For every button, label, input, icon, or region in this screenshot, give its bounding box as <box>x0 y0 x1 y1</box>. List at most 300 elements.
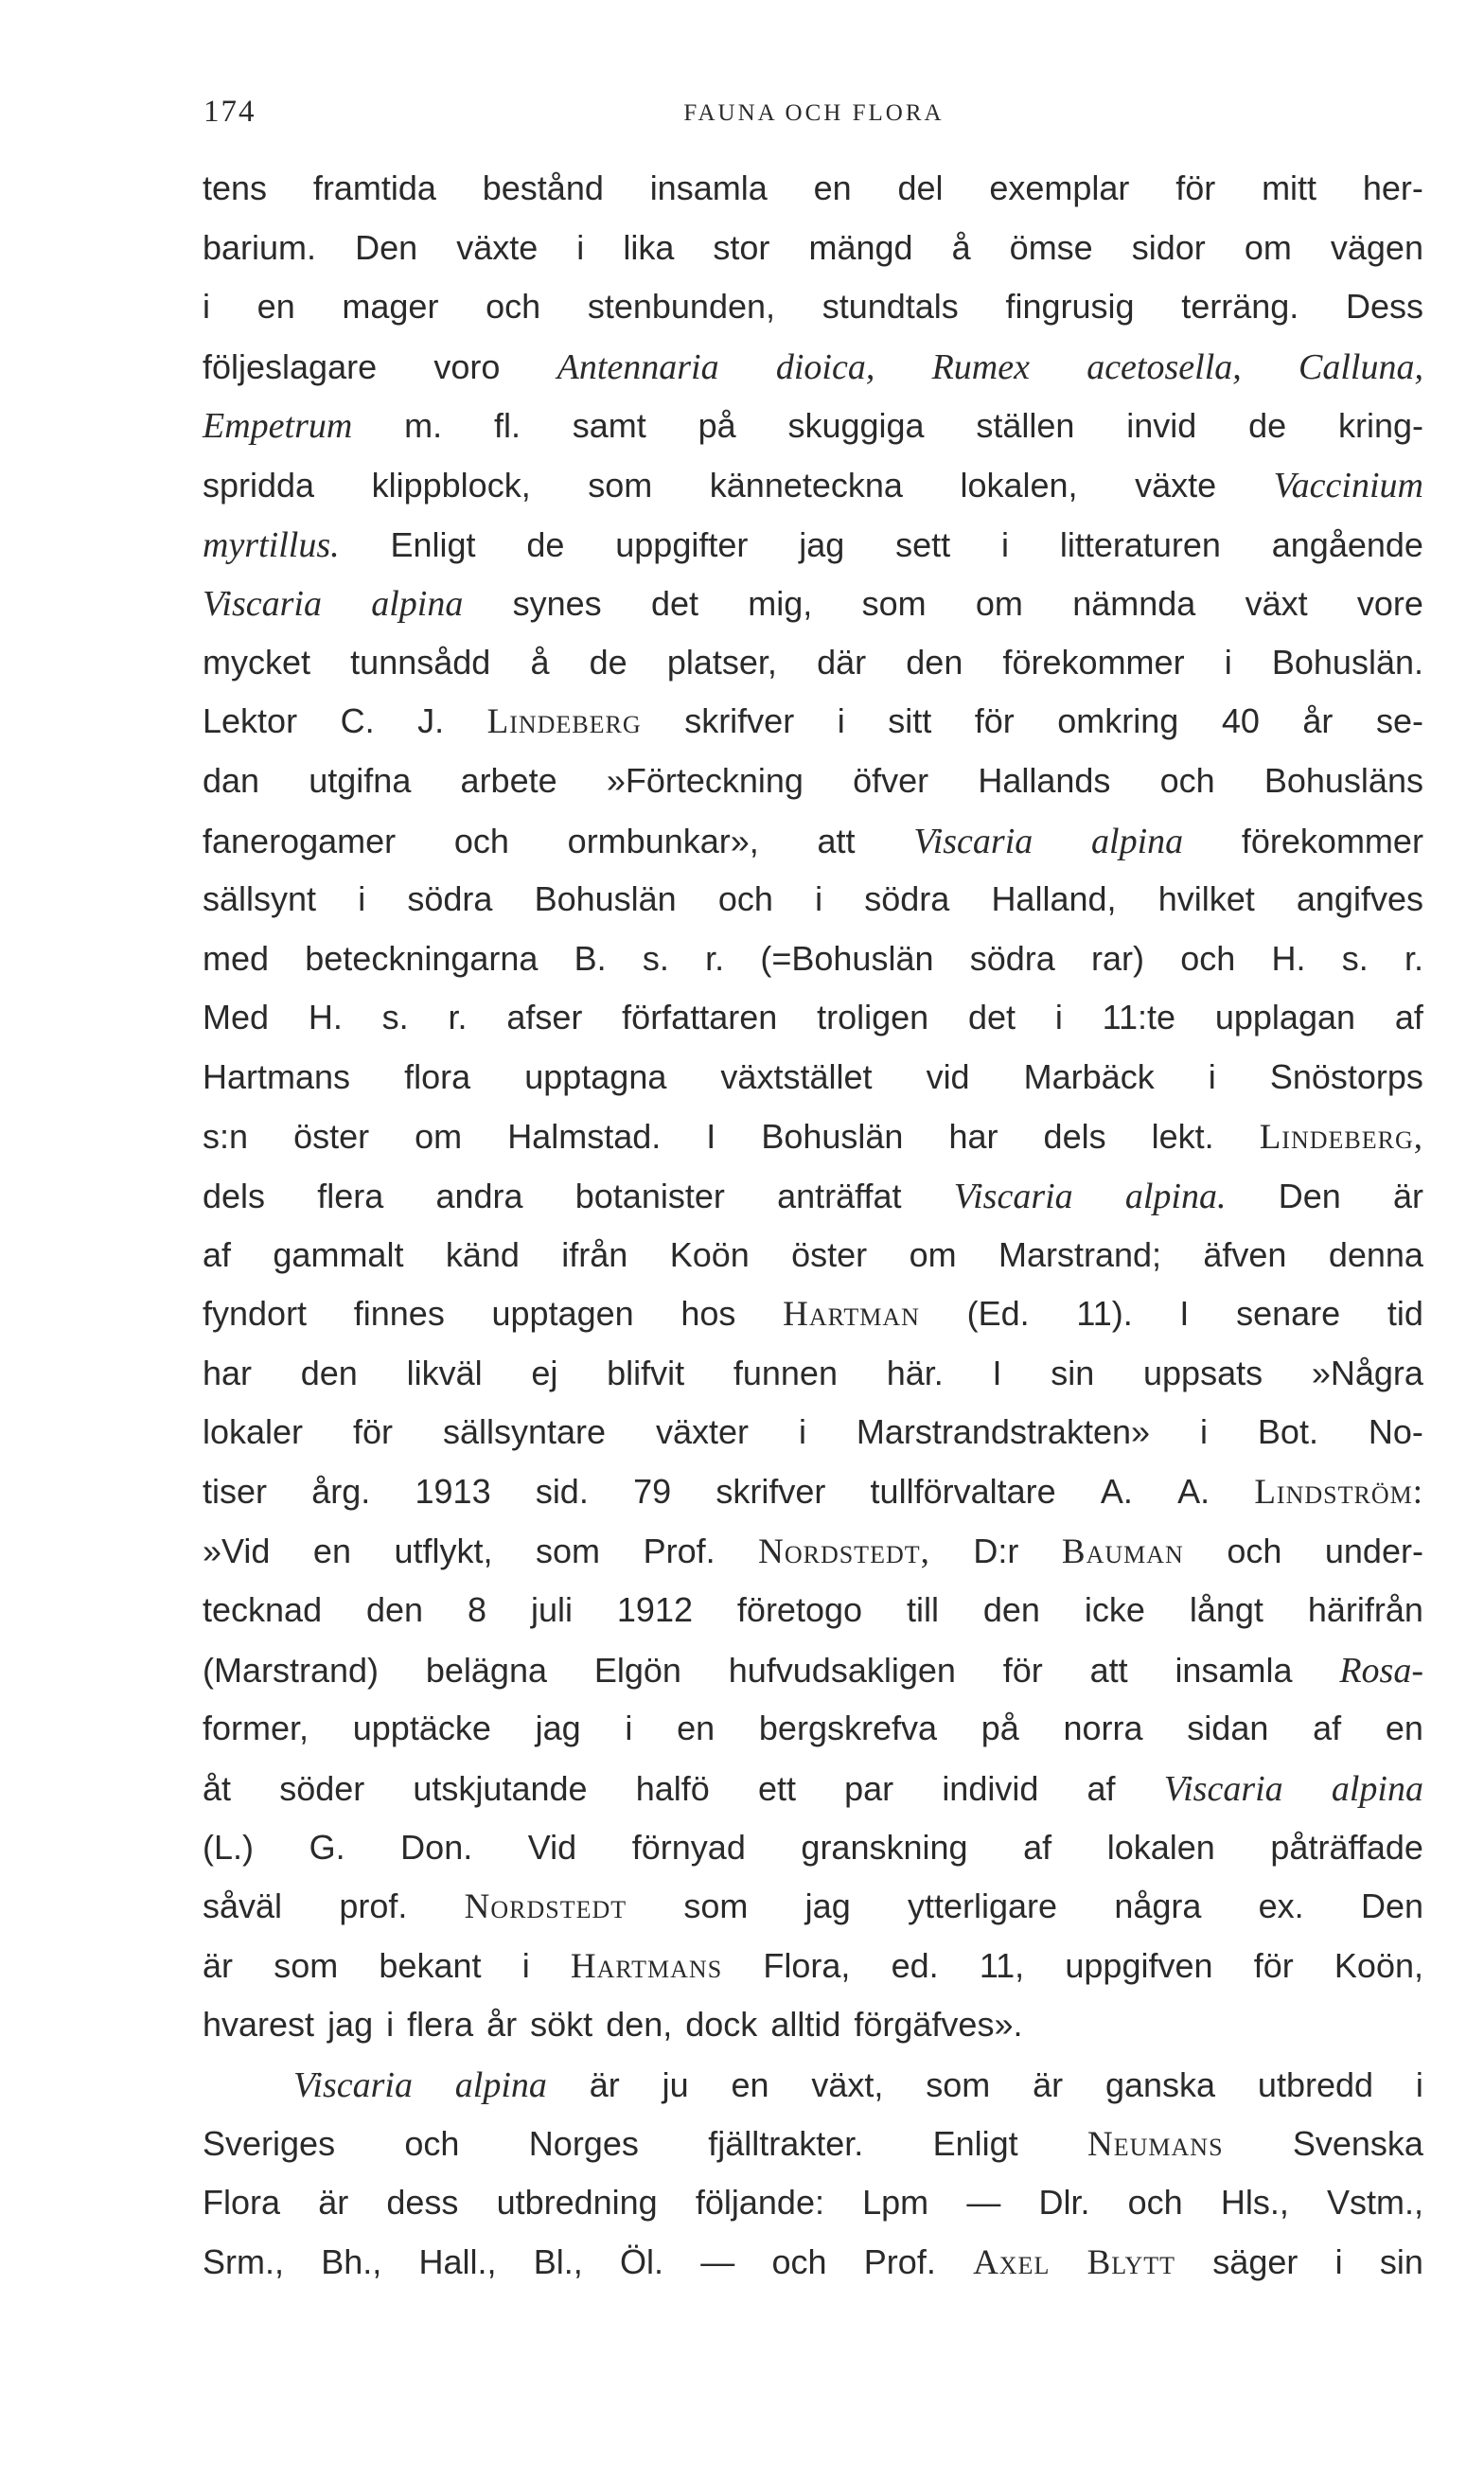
word: Bl., <box>533 2241 583 2281</box>
word: det <box>967 998 1016 1037</box>
text-line <box>203 1472 1423 1532</box>
italic-word: Rosa- <box>1339 1650 1423 1691</box>
word: att <box>817 821 856 860</box>
word: i <box>358 879 366 919</box>
word: botanister <box>574 1177 725 1216</box>
word: fjälltrakter. <box>708 2123 864 2163</box>
word: tid <box>1387 1294 1423 1334</box>
word: J. <box>417 701 445 741</box>
word: i <box>576 227 585 267</box>
small-caps-name: Lindeberg <box>486 702 642 742</box>
word: jag <box>535 1709 581 1748</box>
italic-word: Viscaria <box>203 584 322 625</box>
word: ed. <box>891 1945 939 1985</box>
word: för <box>1002 1650 1043 1690</box>
word: å <box>530 642 550 682</box>
word: mager <box>342 287 439 327</box>
page-header <box>203 95 1424 142</box>
word: upplagan <box>1214 998 1356 1037</box>
italic-word: Calluna, <box>1298 346 1423 387</box>
word: beteckningarna <box>305 938 539 978</box>
word: I <box>706 1116 716 1156</box>
word: r. <box>448 998 468 1037</box>
word: del <box>897 168 944 207</box>
word: i <box>837 701 845 741</box>
word: omkring <box>1057 701 1179 741</box>
word: flora <box>404 1056 471 1096</box>
word: här. <box>886 1353 944 1392</box>
word: hvilket <box>1157 879 1255 919</box>
text-line <box>203 2005 1423 2064</box>
word: rar) <box>1091 938 1144 978</box>
word: exemplar <box>989 168 1130 207</box>
word: i <box>386 2005 395 2045</box>
word: tiser <box>203 1472 268 1512</box>
italic-word: alpina <box>371 584 464 625</box>
word: s. <box>1341 938 1369 978</box>
word: Flora <box>203 2183 281 2223</box>
running-title: FAUNA OCH FLORA <box>683 100 945 126</box>
word: ganska <box>1104 2065 1216 2104</box>
word: växte <box>1135 465 1217 505</box>
word: det <box>650 584 699 624</box>
word: I <box>1179 1294 1190 1334</box>
word: prof. <box>339 1887 408 1926</box>
word: af <box>203 1234 232 1274</box>
word: — <box>700 2241 735 2281</box>
word: är <box>1392 1177 1423 1216</box>
word: i <box>1208 1056 1216 1096</box>
word: Enligt <box>390 524 476 564</box>
word: Marbäck <box>1023 1056 1155 1096</box>
text-line <box>203 2064 1423 2124</box>
word: och <box>1159 760 1215 800</box>
word: sidor <box>1131 227 1206 267</box>
word: ifrån <box>561 1234 628 1274</box>
word: under- <box>1324 1531 1423 1570</box>
word: uppgifter <box>615 524 749 564</box>
text-line <box>203 1176 1423 1235</box>
word: Srm., <box>203 2241 284 2281</box>
word: utgifna <box>309 760 412 800</box>
word: stor <box>713 227 770 267</box>
word: halfö <box>635 1769 710 1809</box>
word: i <box>1415 2065 1423 2104</box>
word: flera <box>407 2005 474 2045</box>
text-line <box>203 1294 1423 1354</box>
word: samt <box>572 406 646 446</box>
word: likväl <box>406 1353 483 1392</box>
text-line <box>203 1057 1423 1117</box>
text-line <box>203 1946 1423 2006</box>
word: Halland, <box>991 879 1117 919</box>
word: utbredd <box>1257 2065 1374 2104</box>
word: säger <box>1212 2241 1298 2281</box>
word: af <box>1023 1827 1052 1867</box>
small-caps-name: Neumans <box>1087 2124 1224 2164</box>
word: terräng. <box>1181 287 1299 327</box>
word: lokalen, <box>960 465 1078 505</box>
word: Den <box>1360 1887 1423 1926</box>
word: norra <box>1063 1709 1143 1748</box>
small-caps-name: Axel <box>973 2242 1051 2282</box>
text-line <box>203 2242 1423 2302</box>
word: i <box>1000 524 1009 564</box>
word: andra <box>435 1177 523 1216</box>
word: arbete <box>460 760 557 800</box>
word: Snöstorps <box>1269 1056 1423 1096</box>
italic-word: Antennaria <box>556 346 719 387</box>
word: 8 <box>468 1590 487 1630</box>
word: Hartmans <box>203 1056 351 1096</box>
word: D:r <box>973 1531 1019 1570</box>
word: af <box>1394 998 1423 1037</box>
word: lokalen <box>1106 1827 1215 1867</box>
word: en <box>312 1531 351 1570</box>
word: sin <box>1051 1353 1095 1392</box>
word: former, <box>203 1709 309 1748</box>
word: her- <box>1362 168 1423 207</box>
word: A. <box>1177 1472 1210 1512</box>
word: uppsats <box>1143 1353 1263 1392</box>
word: och <box>404 2123 460 2163</box>
italic-word: alpina <box>1091 821 1184 861</box>
text-line <box>203 1887 1423 1946</box>
word: i <box>521 1945 530 1985</box>
word: dock <box>685 2005 758 2045</box>
word: skuggiga <box>787 406 925 446</box>
word: förekommer <box>1002 642 1185 682</box>
word: Norges <box>528 2123 639 2163</box>
word: Hall., <box>418 2241 497 2281</box>
small-caps-name: Lindström: <box>1254 1473 1423 1513</box>
word: Öl. <box>620 2241 664 2281</box>
word: insamla <box>1175 1650 1293 1690</box>
word: om <box>1244 227 1292 267</box>
word: Enligt <box>932 2123 1018 2163</box>
word: alltid <box>770 2005 841 2045</box>
word: öster <box>791 1234 868 1274</box>
word: (=Bohuslän <box>760 938 934 978</box>
word: är <box>1033 2065 1064 2104</box>
word: 1912 <box>616 1590 693 1630</box>
word: 79 <box>633 1472 672 1512</box>
word: förgäfves». <box>854 2005 1023 2045</box>
word: 11:te <box>1102 998 1176 1037</box>
text-line <box>203 939 1423 999</box>
word: angående <box>1271 524 1423 564</box>
word: fl. <box>493 406 521 446</box>
word: och <box>717 879 773 919</box>
word: vägen <box>1330 227 1423 267</box>
italic-word: Viscaria <box>913 821 1034 861</box>
word: förnyad <box>631 1827 746 1867</box>
word: följeslagare <box>203 346 378 386</box>
word: H. <box>1271 938 1306 978</box>
word: om <box>975 584 1023 624</box>
word: de <box>589 642 627 682</box>
word: har <box>948 1116 998 1156</box>
word: — <box>966 2183 1001 2223</box>
text-line <box>203 1532 1423 1591</box>
word: de <box>1248 406 1287 446</box>
word: 11, <box>979 1945 1025 1985</box>
word: för <box>1253 1945 1294 1985</box>
word: öfver <box>853 760 929 800</box>
word: r. <box>705 938 725 978</box>
word: en <box>813 168 852 207</box>
word: litteraturen <box>1059 524 1221 564</box>
word: södra <box>864 879 950 919</box>
word: stundtals <box>822 287 959 327</box>
italic-word: Viscaria <box>1163 1769 1283 1810</box>
word: växte <box>456 227 539 267</box>
word: i <box>203 287 210 327</box>
word: flera <box>317 1177 384 1216</box>
small-caps-name: Nordstedt <box>464 1887 627 1927</box>
word: och <box>486 287 541 327</box>
text-line <box>203 701 1423 761</box>
word: och <box>1127 2183 1183 2223</box>
word: fyndort <box>203 1294 308 1334</box>
word: ett <box>757 1769 796 1809</box>
text-line <box>203 168 1423 228</box>
word: Bohuslän. <box>1271 642 1423 682</box>
word: mycket <box>203 642 311 682</box>
word: ex. <box>1258 1887 1304 1926</box>
text-line <box>203 465 1423 524</box>
word: afser <box>506 998 583 1037</box>
word: långt <box>1189 1590 1263 1630</box>
text-line <box>203 1354 1423 1413</box>
text-line <box>203 405 1423 465</box>
word: å <box>951 227 971 267</box>
text-line <box>203 998 1423 1057</box>
word: söder <box>279 1769 365 1809</box>
italic-word: Vaccinium <box>1273 465 1423 505</box>
word: lekt. <box>1151 1116 1214 1156</box>
word: Bohusläns <box>1263 760 1423 800</box>
word: i <box>1224 642 1232 682</box>
word: troligen <box>817 998 929 1037</box>
text-line <box>203 1117 1423 1177</box>
word: Med <box>203 998 270 1037</box>
word: G. <box>309 1827 345 1867</box>
word: senare <box>1236 1294 1341 1334</box>
word: att <box>1089 1650 1128 1690</box>
word: södra <box>969 938 1055 978</box>
word: en <box>1385 1709 1423 1748</box>
word: »Vid <box>203 1531 271 1570</box>
word: ormbunkar», <box>567 821 759 860</box>
text-line <box>203 287 1423 346</box>
word: Den <box>355 227 418 267</box>
word: Bohuslän <box>534 879 677 919</box>
word: åt <box>203 1769 232 1809</box>
word: äfven <box>1203 1234 1287 1274</box>
small-caps-name: Nordstedt, <box>758 1532 930 1571</box>
word: som <box>861 584 927 624</box>
word: (Marstrand) <box>203 1650 380 1690</box>
word: sällsynt <box>203 879 317 919</box>
word: tunnsådd <box>350 642 491 682</box>
word: af <box>1086 1769 1116 1809</box>
word: mig, <box>748 584 813 624</box>
word: upptäcke <box>352 1709 491 1748</box>
word: framtida <box>312 168 436 207</box>
word: Elgön <box>593 1650 681 1690</box>
word: följande: <box>695 2183 824 2223</box>
word: sid. <box>535 1472 589 1512</box>
word: och <box>453 821 509 860</box>
word: år <box>1302 701 1334 741</box>
word: Den <box>1278 1177 1341 1216</box>
word: om <box>909 1234 957 1274</box>
word: tecknad <box>203 1590 323 1630</box>
word: 1913 <box>415 1472 491 1512</box>
word: bekant <box>379 1945 482 1985</box>
word: södra <box>407 879 493 919</box>
word: Vid <box>527 1827 577 1867</box>
word: af <box>1313 1709 1342 1748</box>
word: öster <box>293 1116 370 1156</box>
word: en <box>731 2065 769 2104</box>
word: känneteckna <box>709 465 903 505</box>
word: granskning <box>801 1827 968 1867</box>
word: anträffat <box>777 1177 902 1216</box>
word: för <box>974 701 1015 741</box>
word: invid <box>1126 406 1197 446</box>
word: författaren <box>622 998 778 1037</box>
word: nämnda <box>1072 584 1196 624</box>
word: sin <box>1379 2241 1423 2281</box>
word: Dess <box>1345 287 1423 327</box>
word: fingrusig <box>1005 287 1135 327</box>
word: den <box>982 1590 1040 1630</box>
word: jag <box>804 1887 851 1926</box>
italic-word: dioica, <box>775 346 875 387</box>
word: insamla <box>649 168 768 207</box>
word: växter <box>655 1412 750 1452</box>
word: ytterligare <box>907 1887 1058 1926</box>
word: med <box>203 938 270 978</box>
word: angifves <box>1296 879 1423 919</box>
text-line <box>203 2124 1423 2184</box>
word: se- <box>1375 701 1423 741</box>
word: Hls., <box>1220 2183 1289 2223</box>
word: är <box>203 1945 234 1985</box>
word: sitt <box>888 701 932 741</box>
word: Marstrand; <box>998 1234 1162 1274</box>
word: m. <box>404 406 443 446</box>
word: förekommer <box>1241 821 1423 860</box>
word: Sveriges <box>203 2123 336 2163</box>
word: tens <box>203 168 268 207</box>
word: gammalt <box>273 1234 404 1274</box>
word: spridda <box>203 465 315 505</box>
text-line <box>203 643 1423 702</box>
word: (L.) <box>203 1827 254 1867</box>
word: Don. <box>400 1827 473 1867</box>
word: r. <box>1404 938 1423 978</box>
text-line <box>203 1590 1423 1650</box>
word: Prof. <box>863 2241 936 2281</box>
word: s:n <box>203 1116 249 1156</box>
word: dess <box>386 2183 459 2223</box>
word: den, <box>606 2005 673 2045</box>
italic-word: myrtillus. <box>203 524 340 565</box>
word: hvarest <box>203 2005 315 2045</box>
word: Lpm <box>862 2183 929 2223</box>
word: mitt <box>1262 168 1317 207</box>
small-caps-name: Hartmans <box>570 1946 723 1986</box>
word: härifrån <box>1307 1590 1423 1630</box>
word: »Några <box>1311 1353 1423 1392</box>
word: och <box>771 2241 827 2281</box>
word: Dlr. <box>1038 2183 1090 2223</box>
small-caps-name: Bauman <box>1061 1532 1184 1571</box>
text-line <box>203 1709 1423 1768</box>
word: är <box>318 2183 349 2223</box>
word: som <box>274 1945 339 1985</box>
word: bergskrefva <box>758 1709 937 1748</box>
word: Bot. <box>1257 1412 1318 1452</box>
italic-word: acetosella, <box>1086 346 1242 387</box>
word: i <box>1054 998 1063 1037</box>
word: växt, <box>811 2065 884 2104</box>
word: utflykt, <box>394 1531 493 1570</box>
text-line <box>203 761 1423 821</box>
word: Bh., <box>321 2241 382 2281</box>
italic-word: Viscaria <box>953 1177 1073 1217</box>
word: mängd <box>808 227 913 267</box>
small-caps-name: Hartman <box>783 1295 920 1335</box>
word: på <box>980 1709 1019 1748</box>
word: till <box>906 1590 939 1630</box>
text-line <box>203 583 1423 643</box>
word: (Ed. <box>966 1294 1030 1334</box>
text-line <box>203 228 1423 288</box>
text-line <box>203 524 1423 584</box>
word: Hallands <box>978 760 1111 800</box>
word: icke <box>1084 1590 1145 1630</box>
word: lika <box>623 227 675 267</box>
word: juli <box>530 1590 573 1630</box>
word: belägna <box>425 1650 547 1690</box>
word: som <box>683 1887 749 1926</box>
word: s. <box>642 938 669 978</box>
word: »Förteckning <box>606 760 804 800</box>
page-number: 174 <box>203 95 256 129</box>
word: funnen <box>733 1353 838 1392</box>
word: vore <box>1356 584 1423 624</box>
word: jag <box>327 2005 374 2045</box>
word: skrifver <box>684 701 795 741</box>
word: Flora, <box>763 1945 851 1985</box>
word: om <box>415 1116 463 1156</box>
word: som <box>536 1531 601 1570</box>
word: för <box>1175 168 1216 207</box>
word: i <box>1334 2241 1343 2281</box>
word: en <box>677 1709 716 1748</box>
word: fanerogamer <box>203 821 397 860</box>
word: klippblock, <box>371 465 531 505</box>
word: platser, <box>666 642 777 682</box>
word: dan <box>203 760 260 800</box>
word: finnes <box>353 1294 445 1334</box>
word: sett <box>895 524 951 564</box>
word: påträffade <box>1270 1827 1423 1867</box>
